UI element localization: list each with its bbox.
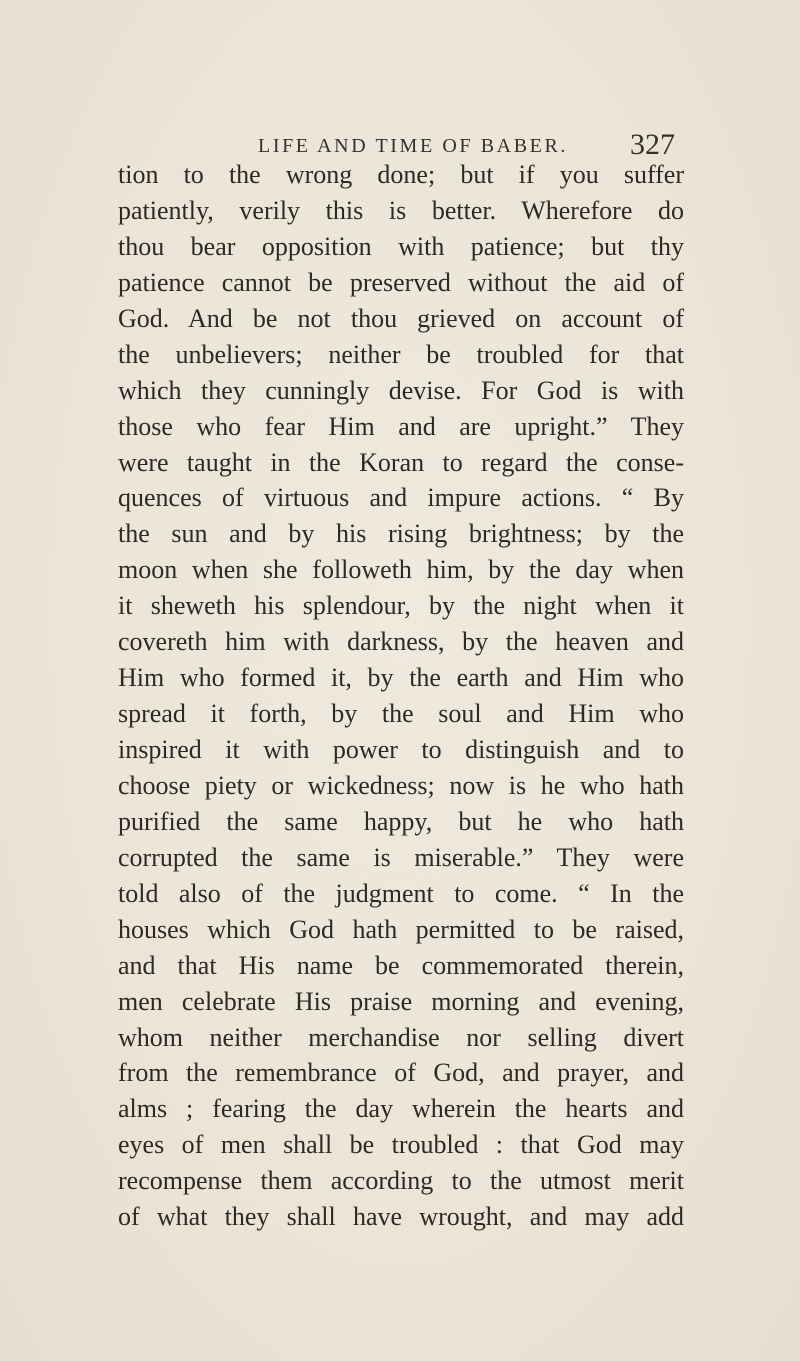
text-line: which they cunningly devise. For God is with: [118, 375, 684, 405]
text-line: purified the same happy, but he who hath: [118, 806, 684, 836]
text-line: the sun and by his rising brightness; by the: [118, 519, 684, 549]
text-line: men celebrate His praise morning and evening,: [118, 986, 684, 1016]
text-line: Him who formed it, by the earth and Him who: [118, 663, 684, 693]
text-line: tion to the wrong done; but if you suffer: [118, 160, 684, 189]
text-line: patience cannot be preserved without the aid of: [118, 267, 684, 297]
text-line: alms ; fearing the day wherein the hearts and: [118, 1094, 684, 1124]
text-line: God. And be not thou grieved on account of: [118, 303, 684, 333]
text-line: quences of virtuous and impure actions. “ By: [118, 483, 684, 513]
text-line: told also of the judgment to come. “ In the: [118, 878, 684, 908]
text-line: covereth him with darkness, by the heaven and: [118, 627, 684, 657]
page-number: 327: [630, 128, 675, 161]
running-title: LIFE AND TIME OF BABER.: [258, 135, 569, 157]
body-text: [118, 157, 684, 1235]
text-line: houses which God hath permitted to be raised,: [118, 914, 684, 944]
text-line: spread it forth, by the soul and Him who: [118, 699, 684, 729]
text-line: choose piety or wickedness; now is he who hath: [118, 770, 684, 800]
text-line: eyes of men shall be troubled : that God may: [118, 1130, 684, 1160]
text-line: those who fear Him and are upright.” They: [118, 411, 684, 441]
text-line: were taught in the Koran to regard the conse-: [118, 447, 684, 477]
text-line: from the remembrance of God, and prayer, and: [118, 1058, 684, 1088]
text-line: inspired it with power to distinguish and to: [118, 735, 684, 764]
text-line: recompense them according to the utmost merit: [118, 1166, 684, 1196]
text-line: and that His name be commemorated therein,: [118, 950, 684, 980]
text-line: corrupted the same is miserable.” They were: [118, 842, 684, 872]
text-line: the unbelievers; neither be troubled for that: [118, 339, 684, 369]
text-line: moon when she followeth him, by the day when: [118, 555, 684, 585]
text-line: of what they shall have wrought, and may add: [118, 1202, 684, 1232]
text-line: whom neither merchandise nor selling divert: [118, 1022, 684, 1052]
text-line: it sheweth his splendour, by the night when it: [118, 591, 684, 621]
text-line: thou bear opposition with patience; but thy: [118, 231, 684, 261]
text-line: patiently, verily this is better. Wherefore do: [118, 195, 684, 225]
